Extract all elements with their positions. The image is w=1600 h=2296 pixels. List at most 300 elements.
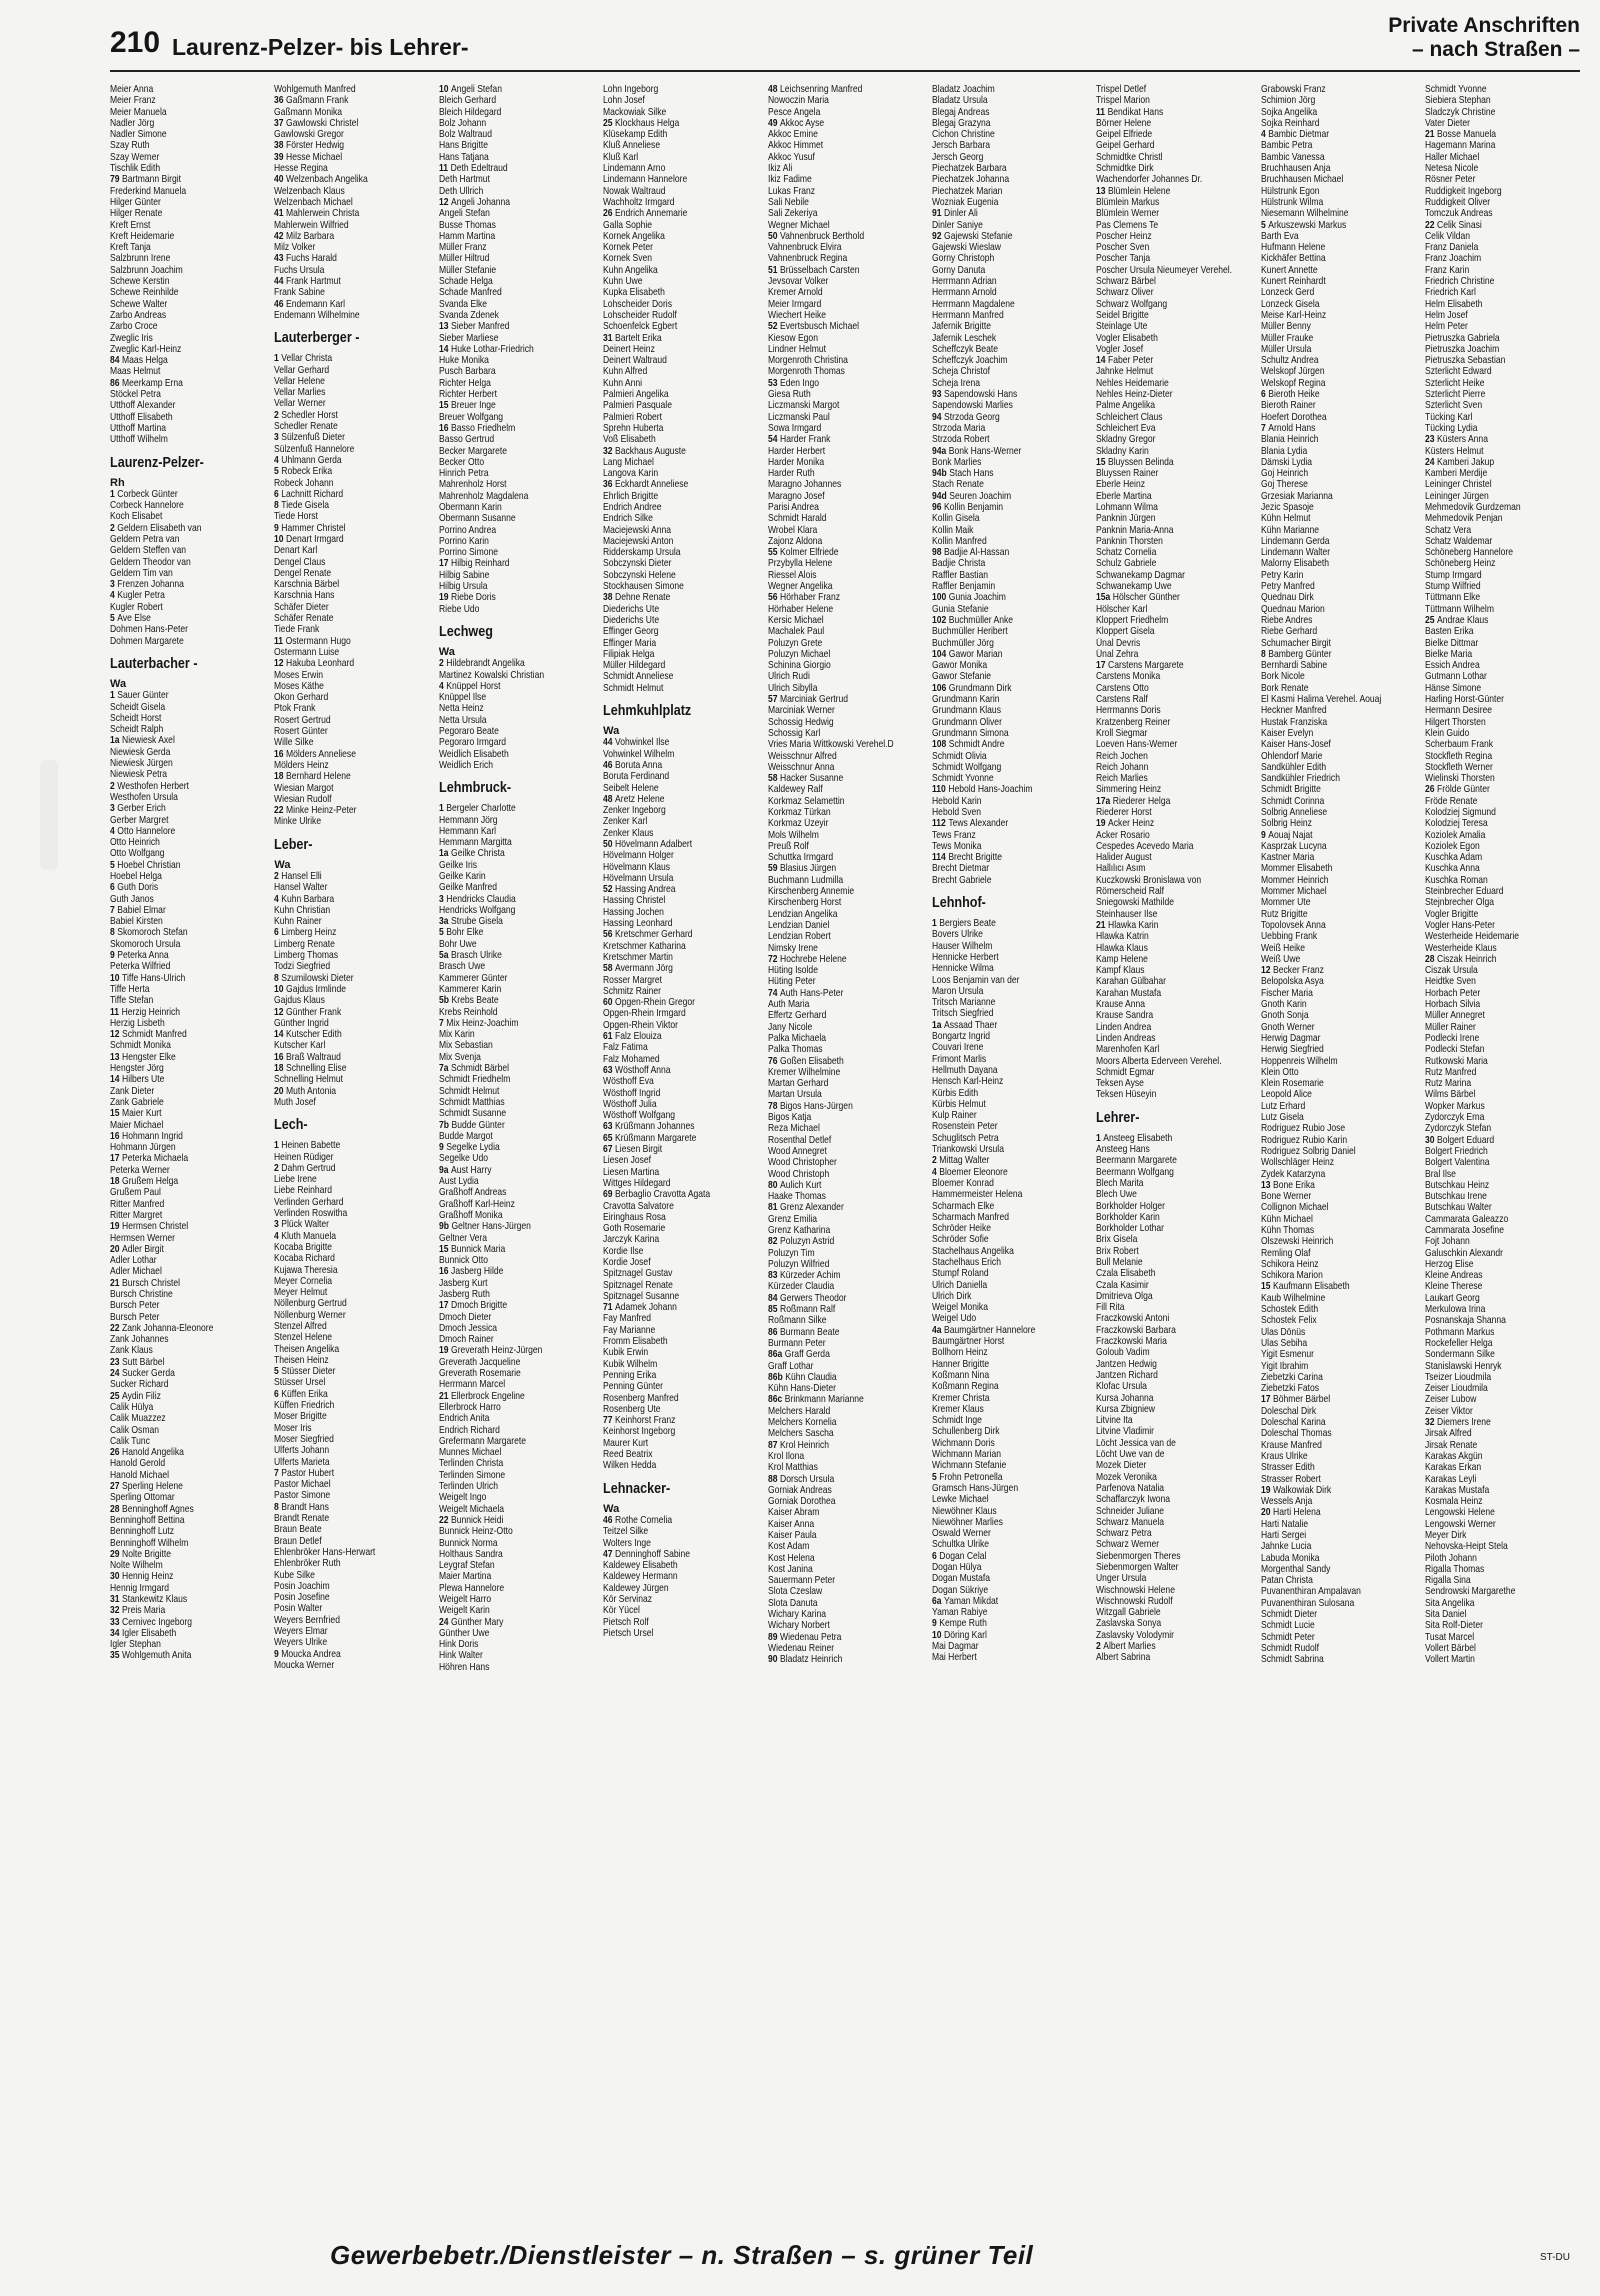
resident-entry — [1261, 525, 1419, 536]
resident-entry — [274, 894, 432, 905]
house-number: 10 — [274, 533, 284, 545]
resident-entry — [439, 412, 597, 423]
resident-name: Peterka Michaela — [122, 1153, 189, 1165]
resident-entry — [1425, 1383, 1583, 1394]
resident-entry — [439, 894, 597, 905]
resident-name: Jarczyk Karina — [603, 1234, 660, 1246]
resident-entry — [603, 1020, 761, 1031]
resident-name: Korkmaz Türkan — [767, 807, 831, 818]
resident-name: Bral Ilse — [1425, 1168, 1457, 1180]
resident-entry — [1425, 818, 1583, 829]
resident-name: Kamberi Jakup — [1437, 456, 1495, 468]
resident-entry — [439, 871, 597, 882]
resident-entry — [439, 1289, 597, 1300]
resident-entry — [932, 1189, 1090, 1200]
resident-name: Beermann Margarete — [1096, 1155, 1178, 1167]
resident-name: Meyer Dirk — [1425, 1530, 1467, 1541]
resident-name: Römerscheid Ralf — [1096, 886, 1165, 898]
resident-entry — [932, 1302, 1090, 1313]
resident-entry — [1425, 1620, 1583, 1631]
resident-entry — [110, 511, 268, 522]
resident-entry — [932, 581, 1090, 592]
resident-name: Keinhorst Ingeborg — [603, 1426, 676, 1438]
resident-name: Mix Sebastian — [438, 1040, 493, 1052]
resident-entry — [768, 220, 926, 231]
resident-name: Goßen Elisabeth — [779, 1055, 844, 1067]
resident-entry — [1261, 174, 1419, 185]
resident-name: Frank Hartmut — [286, 276, 342, 288]
resident-name: Jantzen Richard — [1096, 1369, 1159, 1381]
resident-name: Klein Otto — [1260, 1066, 1299, 1078]
resident-entry — [768, 310, 926, 321]
resident-name: Steinlage Ute — [1096, 321, 1148, 333]
resident-entry — [932, 570, 1090, 581]
resident-name: Dämski Lydia — [1260, 456, 1312, 468]
street-heading: Lauterbacher - — [110, 654, 198, 672]
resident-entry — [439, 197, 597, 208]
resident-name: Hengster Jörg — [110, 1063, 164, 1075]
resident-entry — [768, 400, 926, 411]
resident-entry — [274, 961, 432, 972]
resident-entry — [603, 929, 761, 940]
resident-entry — [439, 1210, 597, 1221]
resident-entry — [110, 568, 268, 579]
resident-name: Guth Janos — [110, 893, 154, 905]
section-label-line2: – nach Straßen – — [1411, 38, 1580, 61]
resident-entry — [439, 140, 597, 151]
resident-name: Rosert Gertrud — [274, 714, 331, 726]
resident-entry — [1425, 1112, 1583, 1123]
resident-name: Brandt Hans — [281, 1501, 330, 1513]
resident-name: Hinrich Petra — [438, 468, 489, 480]
resident-name: Rockefeller Helga — [1425, 1337, 1493, 1349]
resident-entry — [1096, 457, 1254, 468]
resident-entry — [439, 1447, 597, 1458]
resident-name: Geldern Steffen van — [110, 545, 186, 557]
resident-entry — [110, 1029, 268, 1040]
resident-entry — [274, 1513, 432, 1524]
resident-name: Bieroth Rainer — [1260, 400, 1316, 412]
resident-entry — [932, 952, 1090, 963]
resident-name: Solbrig Anneliese — [1260, 807, 1327, 818]
resident-name: Dohmen Margarete — [110, 635, 184, 647]
resident-name: Welzenbach Klaus — [274, 185, 346, 197]
resident-entry — [768, 1033, 926, 1044]
resident-entry — [110, 1278, 268, 1289]
resident-name: Moors Alberta Ederveen Verehel. — [1096, 1055, 1222, 1067]
resident-entry — [1425, 1304, 1583, 1315]
resident-entry — [1096, 1291, 1254, 1302]
resident-entry — [1261, 1067, 1419, 1078]
resident-name: Pietruszka Gabriela — [1425, 332, 1500, 344]
resident-name: Geldern Elisabeth van — [117, 522, 202, 534]
house-number: 17 — [438, 558, 449, 570]
resident-entry — [274, 568, 432, 579]
resident-entry — [1261, 852, 1419, 863]
resident-entry — [768, 333, 926, 344]
resident-name: Hermann Desiree — [1425, 705, 1493, 717]
resident-entry — [1425, 1202, 1583, 1213]
resident-name: Vater Dieter — [1425, 117, 1471, 129]
resident-entry — [1261, 423, 1419, 434]
house-number: 8 — [274, 972, 280, 984]
resident-name: Lohmann Wilma — [1096, 501, 1159, 513]
resident-entry — [439, 1571, 597, 1582]
resident-name: Tiede Horst — [274, 511, 319, 523]
house-number: 18 — [274, 1063, 284, 1075]
resident-name: Strube Gisela — [450, 916, 503, 928]
resident-entry — [1261, 626, 1419, 637]
resident-entry — [1096, 287, 1254, 298]
house-number: 19 — [438, 592, 449, 604]
resident-entry — [110, 702, 268, 713]
resident-name: Petry Karin — [1260, 569, 1304, 581]
resident-entry — [932, 1607, 1090, 1618]
house-number: 31 — [110, 1594, 120, 1605]
house-number: 14 — [1096, 355, 1106, 367]
resident-entry — [603, 1628, 761, 1639]
resident-name: Löcht Uwe van de — [1096, 1449, 1165, 1461]
resident-name: Leininger Jürgen — [1425, 490, 1489, 502]
resident-entry — [439, 513, 597, 524]
resident-entry — [1425, 423, 1583, 434]
resident-entry — [603, 794, 761, 805]
resident-entry — [439, 961, 597, 972]
resident-entry — [768, 570, 926, 581]
district-code: Wa — [603, 725, 620, 738]
resident-name: Sowa Irmgard — [767, 422, 821, 434]
resident-entry — [1425, 954, 1583, 965]
resident-entry — [603, 1415, 761, 1426]
resident-entry — [768, 581, 926, 592]
resident-entry — [1425, 186, 1583, 197]
resident-entry — [932, 84, 1090, 95]
resident-entry — [1261, 1248, 1419, 1259]
resident-name: Kreft Tanja — [110, 242, 151, 254]
resident-name: Tritsch Siegfried — [931, 1008, 994, 1020]
house-number: 2 — [274, 1162, 280, 1174]
resident-entry — [1425, 1632, 1583, 1643]
resident-entry — [768, 547, 926, 558]
resident-entry — [439, 1120, 597, 1131]
resident-entry — [1425, 807, 1583, 818]
resident-name: Karakas Leyli — [1425, 1473, 1477, 1485]
resident-entry — [768, 1428, 926, 1439]
resident-name: Scharmach Manfred — [931, 1211, 1010, 1223]
resident-entry — [110, 163, 268, 174]
resident-entry — [932, 321, 1090, 332]
resident-name: Frölde Günter — [1437, 784, 1490, 796]
resident-name: Meier Anna — [110, 84, 154, 95]
resident-entry — [274, 500, 432, 511]
house-number: 9 — [931, 1618, 937, 1630]
resident-entry — [1425, 547, 1583, 558]
resident-name: Tischlik Edith — [110, 163, 161, 175]
resident-entry — [768, 897, 926, 908]
resident-entry — [274, 432, 432, 443]
resident-entry — [1096, 581, 1254, 592]
resident-name: Schmidt Rudolf — [1260, 1642, 1319, 1654]
resident-name: Braun Beate — [274, 1524, 322, 1536]
resident-entry — [439, 129, 597, 140]
resident-name: Herzog Elise — [1425, 1258, 1474, 1270]
resident-name: Seuren Joachim — [949, 490, 1012, 502]
resident-entry — [439, 1617, 597, 1628]
resident-entry — [603, 1031, 761, 1042]
resident-name: Kremer Wilhelmine — [767, 1066, 840, 1078]
resident-entry — [603, 265, 761, 276]
resident-entry — [1425, 1281, 1583, 1292]
resident-name: Ehrlich Brigitte — [603, 490, 659, 502]
resident-name: Graßhoff Andreas — [438, 1187, 507, 1199]
resident-name: Morgenroth Christina — [767, 355, 848, 367]
resident-name: Hellmuth Dayana — [931, 1064, 998, 1076]
resident-entry — [768, 694, 926, 705]
resident-name: Karahan Mustafa — [1096, 987, 1162, 999]
resident-entry — [932, 1528, 1090, 1539]
resident-entry — [110, 287, 268, 298]
resident-name: El Kasmi Halima Verehel. Aouaj — [1260, 694, 1382, 706]
resident-entry — [439, 1063, 597, 1074]
resident-name: Trispel Detlef — [1096, 84, 1147, 95]
resident-entry — [1261, 1632, 1419, 1643]
resident-name: Reed Beatrix — [603, 1449, 653, 1461]
resident-name: Raffler Benjamin — [931, 581, 996, 593]
resident-entry — [274, 927, 432, 938]
resident-name: Loeven Hans-Werner — [1096, 739, 1178, 751]
house-number: 14 — [438, 343, 449, 355]
resident-entry — [110, 950, 268, 961]
resident-name: Herrmann Marcel — [438, 1379, 505, 1391]
resident-entry — [439, 276, 597, 287]
resident-entry — [1425, 434, 1583, 445]
resident-entry — [110, 534, 268, 545]
resident-name: Hensch Karl-Heinz — [931, 1076, 1004, 1088]
resident-entry — [603, 242, 761, 253]
resident-entry — [932, 818, 1090, 829]
resident-entry — [932, 1155, 1090, 1166]
resident-name: Mahrenholz Horst — [438, 479, 507, 491]
resident-name: Effinger Maria — [603, 637, 657, 649]
house-number: 1 — [274, 1140, 280, 1152]
resident-entry — [768, 1259, 926, 1270]
resident-name: Lohscheider Rudolf — [603, 309, 677, 321]
resident-entry — [768, 683, 926, 694]
resident-entry — [274, 1603, 432, 1614]
resident-entry — [439, 1312, 597, 1323]
resident-entry — [1425, 378, 1583, 389]
resident-entry — [274, 613, 432, 624]
resident-entry — [768, 1383, 926, 1394]
resident-entry — [110, 939, 268, 950]
resident-name: Franz Daniela — [1425, 242, 1479, 254]
resident-name: Badjie Al-Hassan — [944, 547, 1010, 559]
resident-name: Hendricks Claudia — [446, 893, 516, 905]
resident-name: Brecht Brigitte — [948, 852, 1003, 864]
resident-entry — [1261, 784, 1419, 795]
resident-entry — [932, 705, 1090, 716]
resident-entry — [603, 1549, 761, 1560]
resident-entry — [1425, 502, 1583, 513]
house-number: 6a — [931, 1595, 942, 1607]
resident-entry — [1261, 1078, 1419, 1089]
resident-entry — [274, 1479, 432, 1490]
resident-entry — [1425, 1270, 1583, 1281]
resident-name: Schmidt Sabrina — [1260, 1654, 1324, 1666]
resident-entry — [932, 197, 1090, 208]
resident-entry — [603, 638, 761, 649]
resident-name: Arkuszewski Markus — [1268, 219, 1347, 231]
resident-name: Kube Silke — [274, 1569, 316, 1581]
resident-entry — [768, 242, 926, 253]
resident-entry — [1096, 1381, 1254, 1392]
resident-name: Fischer Maria — [1260, 987, 1313, 999]
resident-entry — [274, 1265, 432, 1276]
resident-entry — [768, 604, 926, 615]
resident-entry — [768, 1315, 926, 1326]
resident-name: Weiß Uwe — [1260, 953, 1301, 965]
resident-name: Hassing Andrea — [615, 884, 676, 896]
resident-entry — [110, 837, 268, 848]
resident-entry — [110, 1210, 268, 1221]
resident-name: Linden Andreas — [1096, 1032, 1156, 1044]
house-number: 4 — [274, 893, 280, 905]
resident-entry — [932, 1201, 1090, 1212]
resident-entry — [1096, 660, 1254, 671]
resident-entry — [1425, 1519, 1583, 1530]
house-number: 7 — [438, 1017, 444, 1029]
house-number: 80 — [767, 1179, 778, 1191]
resident-entry — [1096, 1044, 1254, 1055]
resident-name: Hülstrunk Egon — [1260, 185, 1320, 197]
resident-name: Theisen Heinz — [274, 1354, 330, 1366]
resident-name: Bruchhausen Michael — [1260, 174, 1344, 186]
resident-name: Deth Edeltraud — [450, 163, 508, 175]
resident-name: Reich Johann — [1096, 761, 1149, 773]
resident-name: Kühn Hans-Dieter — [767, 1383, 836, 1395]
resident-name: Herrmann Adrian — [931, 276, 997, 288]
resident-entry — [932, 784, 1090, 795]
resident-name: Mols Wilhelm — [767, 829, 819, 841]
resident-entry — [768, 1496, 926, 1507]
house-number: 9 — [274, 1648, 280, 1660]
resident-entry — [1096, 739, 1254, 750]
resident-entry — [1096, 626, 1254, 637]
resident-entry — [439, 1628, 597, 1639]
resident-entry — [274, 658, 432, 669]
resident-entry — [603, 1605, 761, 1616]
resident-name: Jahnke Lucia — [1260, 1541, 1312, 1553]
resident-name: Babiel Elmar — [117, 904, 166, 916]
resident-entry — [439, 457, 597, 468]
resident-entry — [439, 950, 597, 961]
resident-name: Tiede Gisela — [281, 500, 330, 512]
resident-entry — [1261, 107, 1419, 118]
resident-name: Herrmann Magdalene — [931, 298, 1015, 310]
resident-name: Zank Gabriele — [110, 1096, 164, 1108]
resident-name: Reich Marlies — [1096, 773, 1149, 785]
resident-entry — [1425, 310, 1583, 321]
resident-name: Kursa Johanna — [1096, 1392, 1154, 1404]
resident-entry — [439, 1639, 597, 1650]
resident-name: Pastor Michael — [274, 1479, 331, 1491]
resident-entry — [768, 1451, 926, 1462]
resident-name: Wolters Inge — [603, 1537, 652, 1549]
resident-entry — [768, 1440, 926, 1451]
resident-entry — [274, 1457, 432, 1468]
resident-name: Schmidtke Christl — [1096, 151, 1163, 163]
resident-entry — [1261, 863, 1419, 874]
resident-entry — [110, 1571, 268, 1582]
resident-entry — [1425, 1406, 1583, 1417]
resident-name: Ostermann Luise — [274, 646, 340, 658]
resident-name: Scherbaum Frank — [1425, 739, 1494, 751]
resident-entry — [932, 604, 1090, 615]
resident-entry — [274, 1581, 432, 1592]
resident-name: Stachelhaus Angelika — [931, 1245, 1014, 1257]
resident-name: Grundmann Klaus — [931, 705, 1001, 717]
house-number: 2 — [274, 871, 280, 882]
resident-name: Filipiak Helga — [603, 648, 655, 660]
resident-name: Diederichs Ute — [603, 603, 660, 615]
resident-name: Walkowiak Dirk — [1272, 1484, 1331, 1496]
resident-entry — [603, 671, 761, 682]
resident-entry — [932, 1562, 1090, 1573]
resident-name: Cravotta Salvatore — [603, 1200, 675, 1212]
resident-entry — [932, 479, 1090, 490]
resident-entry — [932, 299, 1090, 310]
resident-entry — [439, 1176, 597, 1187]
resident-entry — [110, 882, 268, 893]
house-number: 86a — [767, 1349, 782, 1361]
resident-name: Kör Yücel — [603, 1605, 641, 1617]
resident-name: Peterka Werner — [110, 1164, 170, 1176]
resident-name: Slota Danuta — [767, 1597, 818, 1609]
resident-entry — [1096, 1483, 1254, 1494]
resident-entry — [110, 389, 268, 400]
resident-entry — [603, 1223, 761, 1234]
house-number: 46 — [603, 1514, 613, 1526]
resident-entry — [768, 186, 926, 197]
house-number: 91 — [931, 208, 942, 220]
resident-name: Kasprzak Lucyna — [1260, 840, 1327, 852]
resident-name: Graßhoff Monika — [438, 1209, 503, 1221]
resident-name: Hennig Irmgard — [110, 1582, 169, 1594]
resident-name: Hennicke Wilma — [931, 963, 994, 975]
resident-entry — [603, 1257, 761, 1268]
resident-entry — [932, 863, 1090, 874]
resident-entry — [274, 1321, 432, 1332]
resident-name: Stach Hans — [949, 468, 994, 480]
resident-name: Svanda Elke — [438, 298, 487, 310]
house-number: 3a — [438, 916, 449, 928]
resident-entry — [768, 638, 926, 649]
resident-entry — [1425, 1327, 1583, 1338]
resident-entry — [110, 434, 268, 445]
resident-entry — [932, 1178, 1090, 1189]
resident-name: Kupka Elisabeth — [603, 287, 666, 299]
resident-entry — [1096, 1370, 1254, 1381]
resident-name: Müller Stefanie — [438, 264, 496, 276]
resident-entry — [768, 886, 926, 897]
resident-entry — [603, 344, 761, 355]
resident-entry — [274, 489, 432, 500]
resident-name: Sülzenfuß Hannelore — [274, 443, 355, 455]
resident-name: Kreft Heidemarie — [110, 230, 175, 242]
resident-name: Falz Mohamed — [603, 1053, 660, 1065]
resident-entry — [439, 848, 597, 859]
resident-name: Kunert Reinhardt — [1260, 276, 1326, 288]
